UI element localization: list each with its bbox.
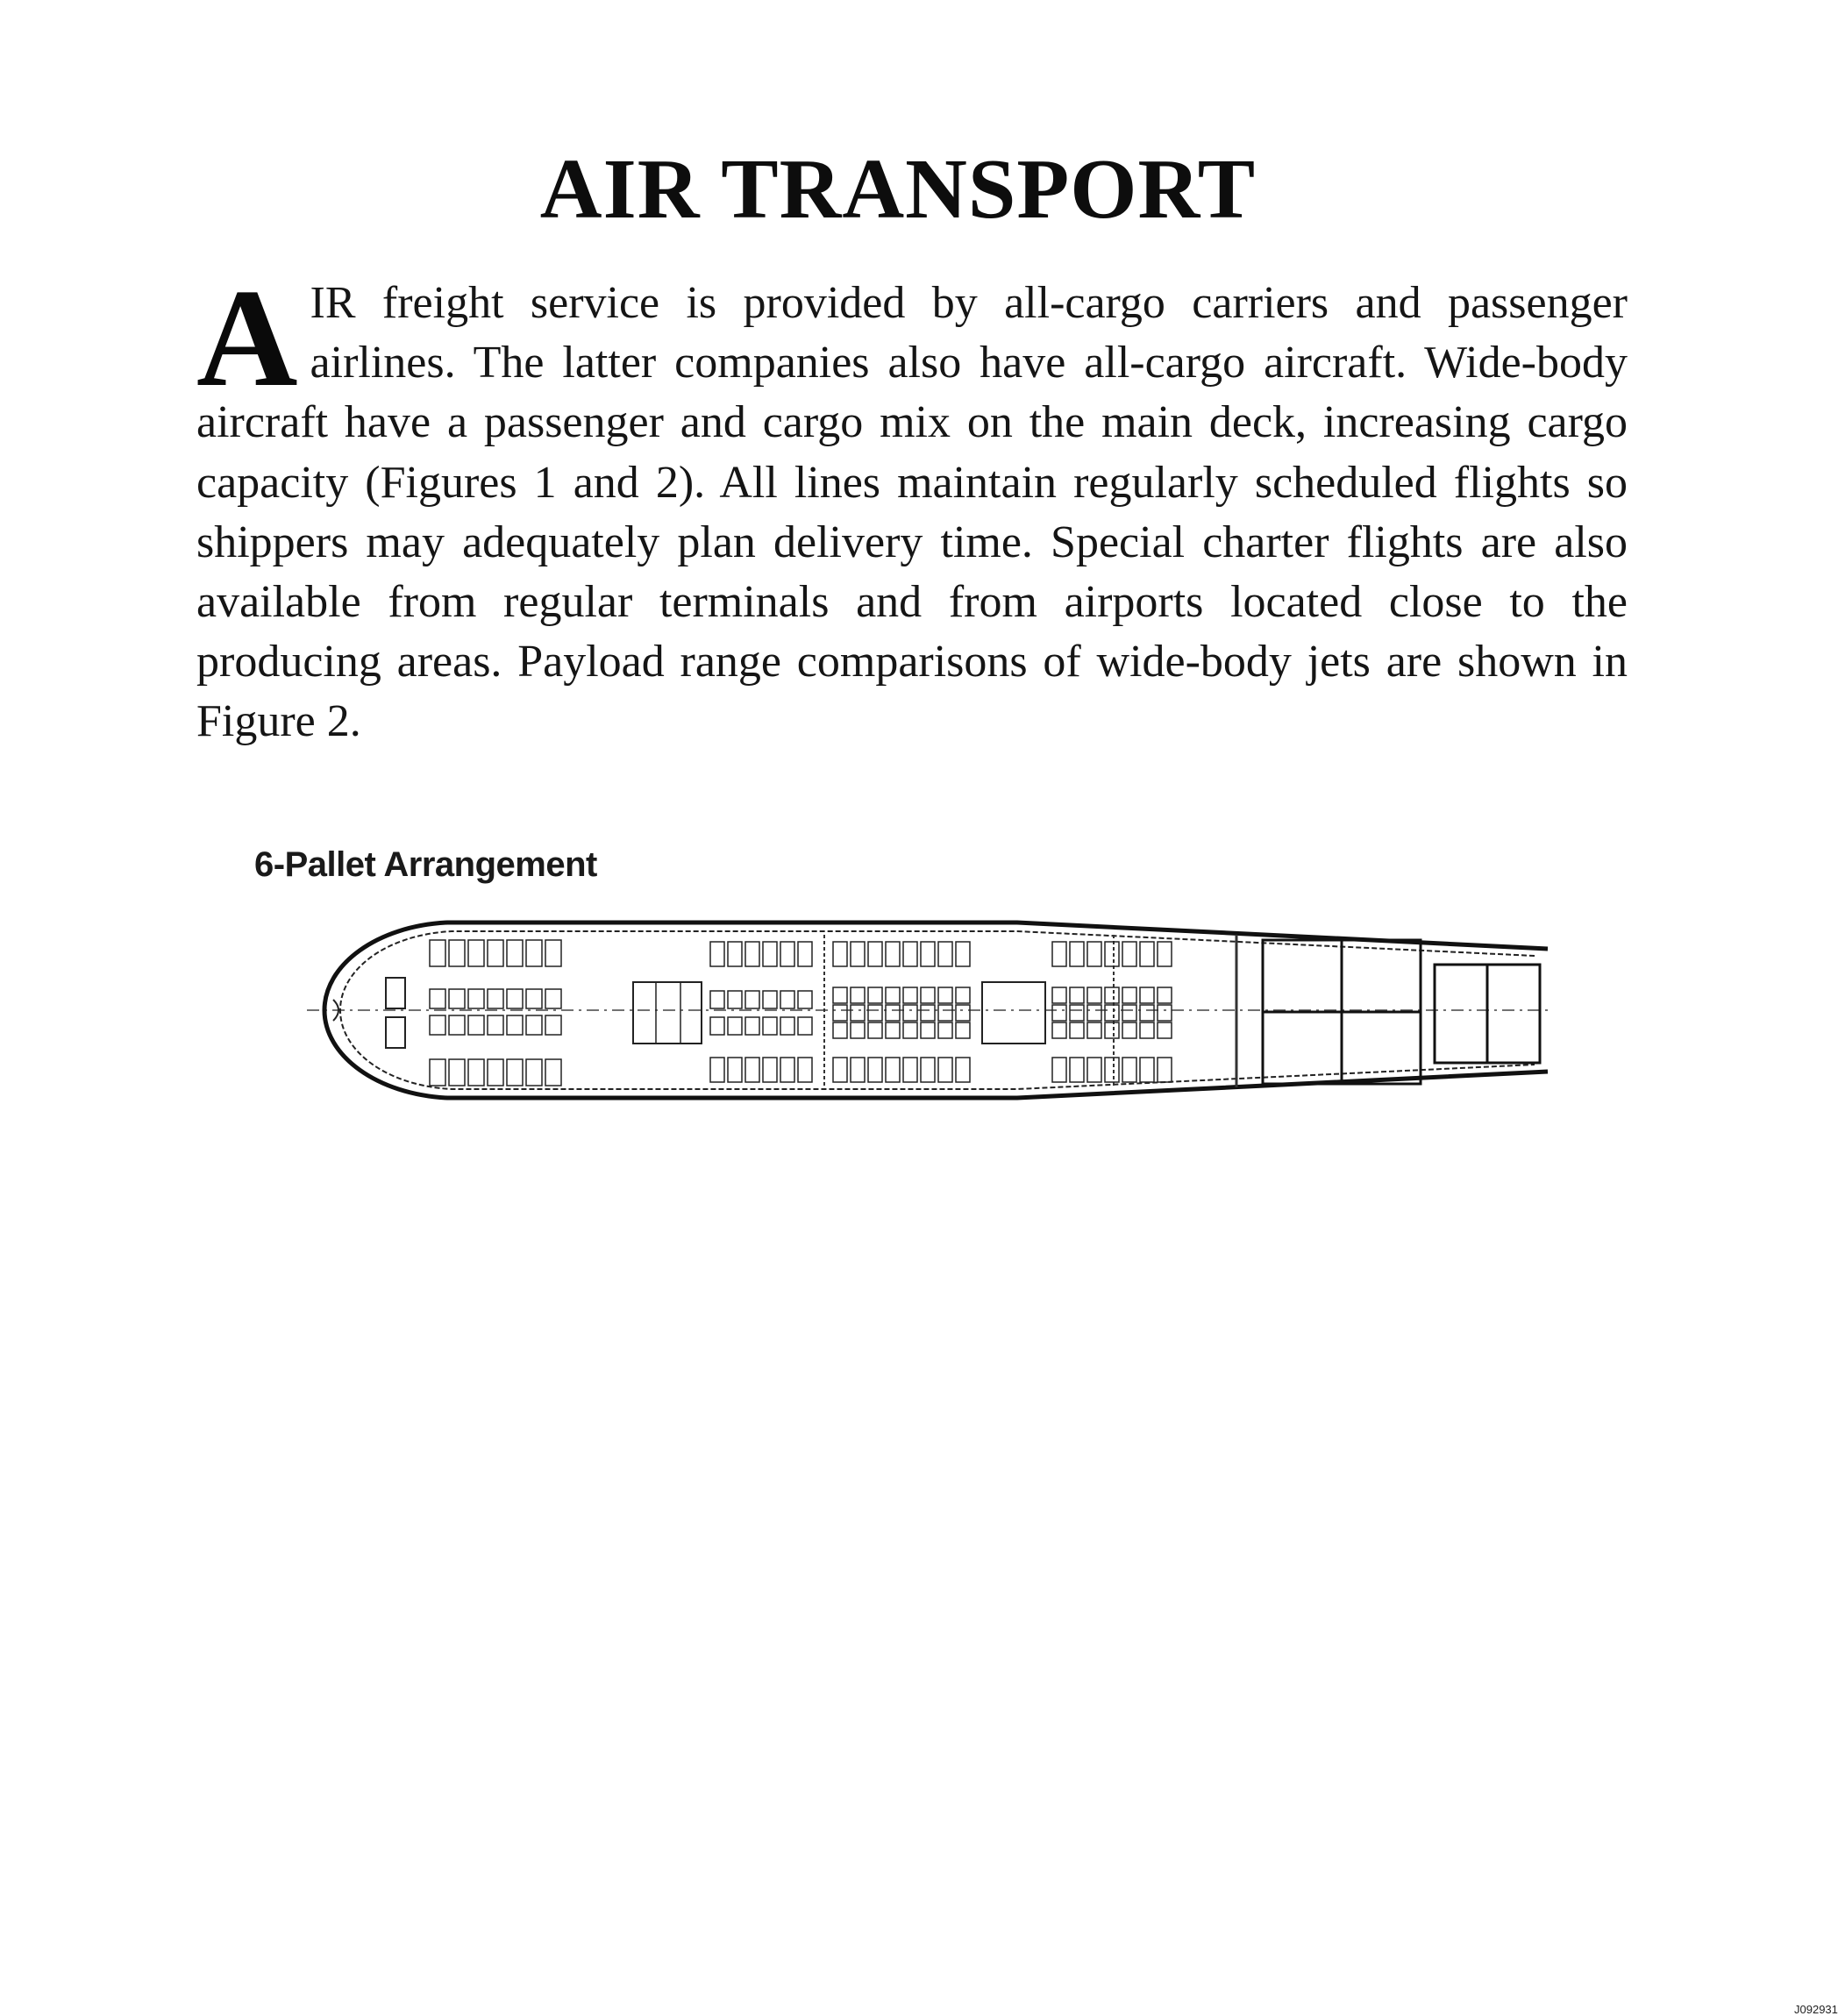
seat (1158, 987, 1172, 1003)
seat (526, 989, 542, 1008)
seat (507, 1015, 523, 1035)
seat (921, 1005, 935, 1021)
seat (868, 1058, 882, 1082)
seat (956, 942, 970, 966)
seat (868, 1005, 882, 1021)
seat (938, 942, 952, 966)
page-title: AIR TRANSPORT (539, 142, 1257, 237)
seat (1052, 1058, 1066, 1082)
seat (763, 1058, 777, 1082)
seat (449, 1059, 465, 1086)
seat (1140, 1005, 1154, 1021)
seat (545, 1015, 561, 1035)
seat (833, 1005, 847, 1021)
seat (745, 942, 759, 966)
seat (921, 1058, 935, 1082)
seat (468, 940, 484, 966)
seat (886, 987, 900, 1003)
seat (1140, 987, 1154, 1003)
drop-cap: A (196, 260, 298, 416)
seat (851, 1022, 865, 1038)
seat (1087, 1058, 1101, 1082)
seat (938, 1022, 952, 1038)
seat (507, 940, 523, 966)
seat (1158, 1022, 1172, 1038)
aircraft-floor-plan (298, 903, 1838, 2016)
seat (938, 1058, 952, 1082)
seat (886, 1022, 900, 1038)
seat (833, 942, 847, 966)
paragraph-text: IR freight service is provided by all-cargo carriers and passenger airlines. The latter companies also have all-cargo aircraft. Wide-body aircraft have a passenger and cargo mix on the main deck, increasing cargo capacity (Figures 1 and 2). All lines maintain regularly scheduled flights so shippers may adequately plan delivery time. Special charter flights are also available from regular terminals and from airports located close to the producing areas. Payload range comparisons of wide-body jets are shown in Figure 2. (196, 278, 1628, 747)
seat (1105, 1005, 1119, 1021)
seat (1140, 1058, 1154, 1082)
seat (449, 1015, 465, 1035)
seat (745, 1058, 759, 1082)
seat (763, 1017, 777, 1035)
seat (710, 942, 724, 966)
seat (430, 989, 445, 1008)
cockpit-seat (386, 978, 405, 1008)
seat (449, 989, 465, 1008)
seat (468, 1015, 484, 1035)
seat (886, 942, 900, 966)
seat (780, 1058, 794, 1082)
seat (488, 1015, 503, 1035)
seat (1140, 942, 1154, 966)
seat (526, 940, 542, 966)
seat (1087, 942, 1101, 966)
seat (851, 942, 865, 966)
floor-plan-diagram (298, 903, 1561, 1122)
seat (763, 942, 777, 966)
seat (780, 1017, 794, 1035)
seat (710, 1058, 724, 1082)
seat (1052, 942, 1066, 966)
seat (430, 1015, 445, 1035)
body-paragraph (196, 260, 1628, 752)
seat (903, 1022, 917, 1038)
seat (798, 942, 812, 966)
seat (1070, 1005, 1084, 1021)
seat (903, 987, 917, 1003)
seat (488, 940, 503, 966)
seat (545, 940, 561, 966)
seat (1070, 987, 1084, 1003)
seat (1158, 942, 1172, 966)
seat (903, 1058, 917, 1082)
cargo-pallets (1263, 940, 1540, 1084)
seat (1052, 1022, 1066, 1038)
seat (1070, 1058, 1084, 1082)
seat (728, 1058, 742, 1082)
seat (1087, 987, 1101, 1003)
seat (1087, 1005, 1101, 1021)
seat (545, 1059, 561, 1086)
galley (633, 982, 702, 1044)
seat (1105, 1022, 1119, 1038)
seat (780, 991, 794, 1008)
seat (851, 1005, 865, 1021)
seat (886, 1005, 900, 1021)
seat (468, 989, 484, 1008)
seat (956, 1022, 970, 1038)
seat (1105, 942, 1119, 966)
seat (1052, 1005, 1066, 1021)
seat (833, 987, 847, 1003)
seat (903, 1005, 917, 1021)
seat (745, 991, 759, 1008)
seat (1105, 987, 1119, 1003)
seat (763, 991, 777, 1008)
seat (868, 987, 882, 1003)
seat (1122, 987, 1136, 1003)
seat (956, 1058, 970, 1082)
seat (851, 987, 865, 1003)
seat (488, 1059, 503, 1086)
cockpit-seat (386, 1017, 405, 1048)
seat (710, 1017, 724, 1035)
seat (921, 942, 935, 966)
seat (1105, 1058, 1119, 1082)
seat (1052, 987, 1066, 1003)
seat (430, 940, 445, 966)
seat (938, 1005, 952, 1021)
seat (1070, 942, 1084, 966)
seat (507, 1059, 523, 1086)
seat (449, 940, 465, 966)
seat (868, 1022, 882, 1038)
figure-code: J092931 (1794, 2003, 1838, 2016)
seat (798, 991, 812, 1008)
seat (526, 1015, 542, 1035)
seat (507, 989, 523, 1008)
seat (833, 1022, 847, 1038)
figure-caption: 6-Pallet Arrangement (254, 845, 597, 884)
seat (1122, 1005, 1136, 1021)
seat (728, 991, 742, 1008)
seat (1158, 1005, 1172, 1021)
seat (728, 1017, 742, 1035)
seat (1140, 1022, 1154, 1038)
seat (1158, 1058, 1172, 1082)
seat (956, 987, 970, 1003)
seat (468, 1059, 484, 1086)
seat (868, 942, 882, 966)
seat (526, 1059, 542, 1086)
seat (921, 987, 935, 1003)
seat (886, 1058, 900, 1082)
seat (798, 1017, 812, 1035)
seat (956, 1005, 970, 1021)
seat (728, 942, 742, 966)
seat (1087, 1022, 1101, 1038)
seat (833, 1058, 847, 1082)
seat (488, 989, 503, 1008)
seat (1122, 1022, 1136, 1038)
seat (851, 1058, 865, 1082)
seat (798, 1058, 812, 1082)
seat (903, 942, 917, 966)
seat (430, 1059, 445, 1086)
seat (710, 991, 724, 1008)
seat (1070, 1022, 1084, 1038)
seat (938, 987, 952, 1003)
seat (745, 1017, 759, 1035)
passenger-seats (430, 940, 1172, 1086)
galley (982, 982, 1045, 1044)
seat (545, 989, 561, 1008)
seat (1122, 1058, 1136, 1082)
seat (921, 1022, 935, 1038)
seat (780, 942, 794, 966)
seat (1122, 942, 1136, 966)
